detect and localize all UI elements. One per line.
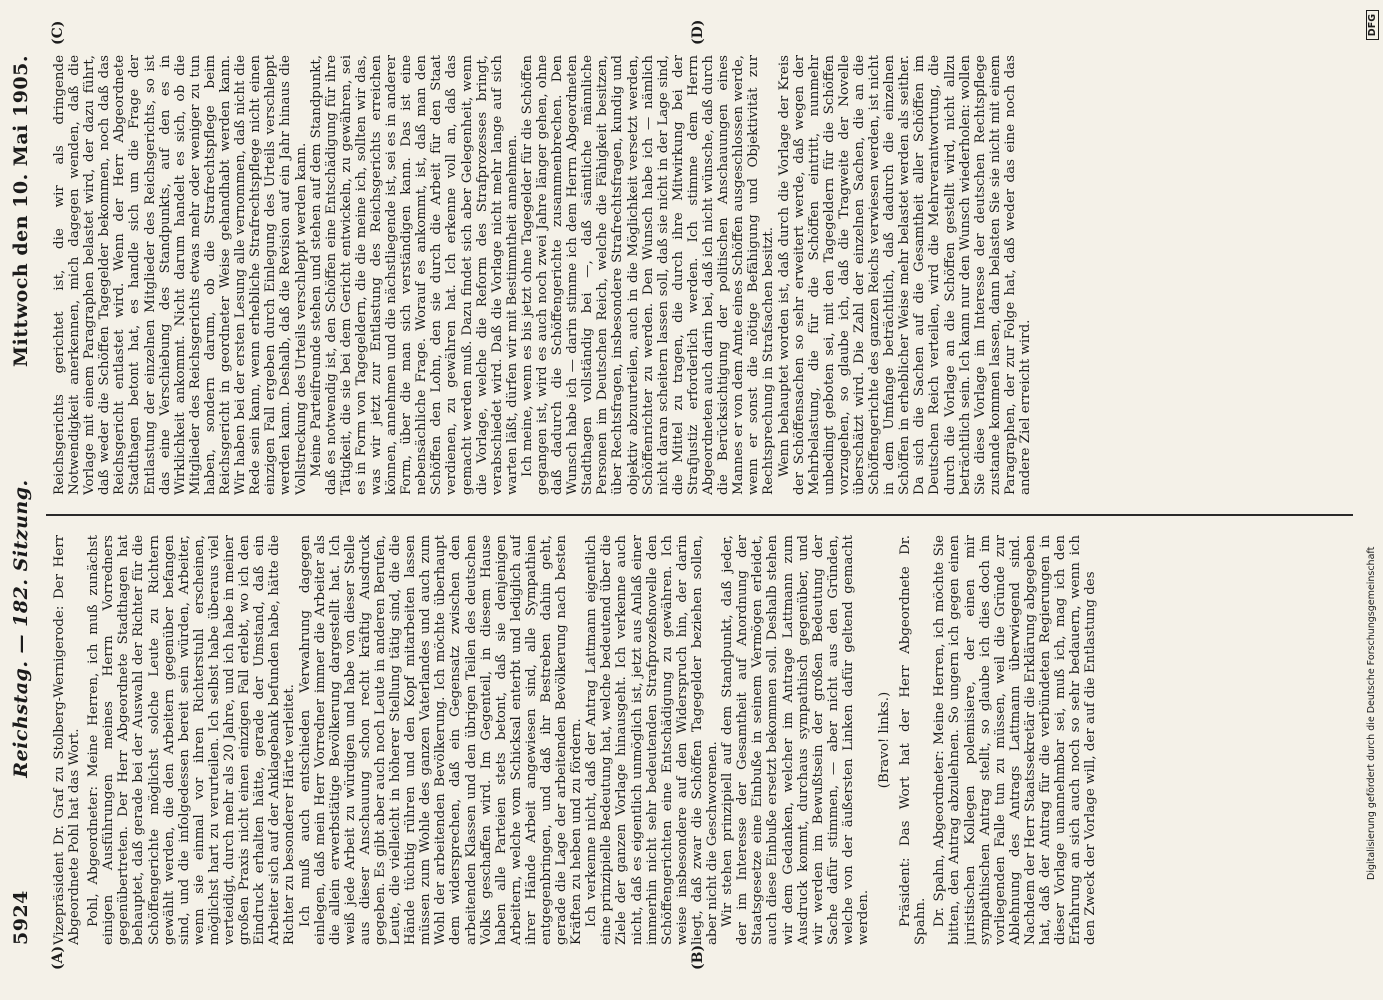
paragraph: Ich verkenne nicht, daß der Antrag Lattmann eigentlich eine prinzipielle Bedeutung hat, welche bedeutend über die Ziele der ganzen Vorlage hinausgeht. Ich verkenne auch nicht, daß es eigentlich unmöglich ist, jetzt aus Anlaß einer immerhin nicht sehr bedeutenden Strafprozeßnovelle den Schöffengerichten eine Entschädigung zu gewähren. Ich weise insbesondere auf den Widerspruch hin, der darin liegt, daß zwar die Schöffen Tagegelder beziehen sollen, aber nicht die Geschworenen. <box>584 535 721 945</box>
paragraph: Dr. Spahn, Abgeordneter: Meine Herren, ich möchte Sie bitten, den Antrag abzulehnen. So ungern ich gegen einen juristischen Kollegen polemisiere, der einen mir sympathischen Antrag stellt, so glaube ich dies doch im vorliegenden Falle tun zu müssen, weil die Gründe zur Ablehnung des Antrags Lattmann überwiegend sind. Nachdem der Herr Staatssekretär die Erklärung abgegeben hat, daß der Antrag für die verbündeten Regierungen in dieser Vorlage unannehmbar sei, muß ich, mag ich den Erfahrung an sich auch noch so sehr bedauern, wenn ich den Zweck der Vorlage will, der auf die Entlastung des <box>932 535 1099 945</box>
session-date: Mittwoch den 10. Mai 1905. <box>10 55 32 367</box>
paragraph: Ich muß auch entschieden Verwahrung dagegen einlegen, daß mein Herr Vorredner immer die Arbeiter als die allein erwerbstätige Bevölkerung dargestellt hat. Ich weiß jede Arbeit zu würdigen und habe von dieser Stelle aus dieser Anschauung schon recht kräftig Ausdruck gegeben. Es gibt aber auch noch Leute in anderen Berufen, Leute, die vielleicht in höherer Stellung tätig sind, die die Hände tüchtig rühren und den Kopf mitarbeiten lassen müssen zum Wohle des ganzen Vaterlandes und auch zum Wohl der arbeitenden Bevölkerung. Ich möchte überhaupt dem widersprechen, daß ein Gegensatz zwischen den arbeitenden Klassen und den übrigen Teilen des deutschen Volks geschaffen wird. Im Gegenteil, in diesem Hause haben alle Parteien stets betont, daß sie denjenigen Arbeitern, welche vom Schicksal enterbt und lediglich auf ihrer Hände Arbeit angewiesen sind, alle Sympathien entgegenbringen, und daß ihr Bestreben dahin geht, gerade die Lage der arbeitenden Bevölkerung nach besten Kräften zu heben und zu fördern. <box>297 535 585 945</box>
page-header <box>6 55 36 945</box>
paragraph: Ich meine, wenn es bis jetzt ohne Tagegelder für die Schöffen gegangen ist, wird es auch noch zwei Jahre länger gehen, ohne daß dadurch die Schöffengerichte zusammenbrechen. Den Wunsch habe ich — darin stimme ich dem Herrn Abgeordneten Stadthagen vollständig bei —, daß sämtliche männliche Personen im Deutschen Reich, welche die Fähigkeit besitzen, über Rechtsfragen, insbesondere Strafrechtsfragen, kundig und objektiv abzuurteilen, auch in die Möglichkeit versetzt werden, Schöffenrichter zu werden. Den Wunsch habe ich — nämlich nicht daran scheitern lassen soll, daß sie nicht in der Lage sind, die Mittel zu tragen, die durch ihre Mitwirkung bei der Strafjustiz erforderlich werden. Ich stimme dem Herrn Abgeordneten auch darin bei, daß ich nicht wünsche, daß durch die Berücksichtigung der politischen Anschauungen eines Mannes er von dem Amte eines Schöffen ausgeschlossen werde, wenn er sonst die nötige Befähigung und Objektivität zur Rechtsprechung in Strafsachen besitzt. <box>519 55 777 495</box>
marker-a: (A) <box>50 945 66 970</box>
marker-d: (D) <box>690 19 706 45</box>
applause-note: (Bravo! links.) <box>877 691 893 789</box>
paragraph: Wir stehen prinzipiell auf dem Standpunkt, daß jeder, der im Interesse der Gesamtheit auf Anordnung der Staatsgesetze eine Einbuße in seinem Vermögen erleidet, auch diese Einbuße ersetzt bekommen soll. Deshalb stehen wir dem Gedanken, welcher im Antrage Lattmann zum Ausdruck kommt, durchaus sympathisch gegenüber, und wir werden im Bewußtsein der großen Bedeutung der Sache dafür stimmen, — aber nicht aus den Gründen, welche von der äußersten Linken dafür geltend gemacht werden. <box>720 535 871 945</box>
paragraph: Vizepräsident Dr. Graf zu Stolberg-Wernigerode: Der Herr Abgeordnete Pohl hat das Wort. <box>52 535 83 945</box>
paragraph: Wenn behauptet worden ist, daß durch die Vorlage der Kreis der Schöffensachen so sehr erweitert werde, daß wegen der Mehrbelastung, die für die Schöffen eintritt, nunmehr unbedingt geboten sei, mit den Tagegeldern für die Schöffen vorzugehen, so glaube ich, daß die Tragweite der Novelle überschätzt wird. Die Zahl der einzelnen Sachen, die an die Schöffengerichte des ganzen Reichs verwiesen werden, ist nicht in dem Umfange beträchtlich, daß dadurch die einzelnen Schöffen in erheblicher Weise mehr belastet werden als seither. Da sich die Sachen auf die Gesamtheit aller Schöffen im Deutschen Reich verteilen, wird die Mehrverantwortung, die durch die Vorlage an die Schöffen gestellt wird, nicht allzu beträchtlich sein. Ich kann nur den Wunsch wiederholen: wollen Sie diese Vorlage im Interesse der deutschen Rechtspflege zustande kommen lassen, dann belasten Sie sie nicht mit einem Paragraphen, der zur Folge hat, daß weder das eine noch das andere Ziel erreicht wird. <box>776 55 1033 495</box>
right-column <box>52 55 1343 495</box>
paragraph: Reichsgerichts gerichtet ist, die wir als dringende Notwendigkeit anerkennen, mich dagegen wenden, daß die Vorlage mit einem Paragraphen belastet wird, der dazu führt, daß weder die Schöffen Tagegelder bekommen, noch daß das Reichsgericht entlastet wird. Wenn der Herr Abgeordnete Stadthagen betont hat, es handle sich um die Frage der Entlastung der einzelnen Mitglieder des Reichsgerichts, so ist das eine Verschiebung des Standpunkts, auf den es in Wirklichkeit ankommt. Nicht darum handelt es sich, ob die Mitglieder des Reichsgerichts etwas mehr oder weniger zu tun haben, sondern darum, ob die Strafrechtspflege beim Reichsgericht in geordneter Weise gehandhabt werden kann. Wir haben bei der ersten Lesung alle vernommen, daß nicht die Rede sein kann, wenn erhebliche Strafrechtspflege nicht einen einzigen Fall ergeben durch Einlegung des Urteils verschleppt werden kann. Deshalb, daß die Revision auf ein Jahr hinaus die Vollstreckung des Urteils verschleppt werden kann. <box>52 55 309 495</box>
marker-b: (B) <box>690 944 706 970</box>
paragraph: Meine Parteifreunde stehen und stehen auf dem Standpunkt, daß es notwendig ist, den Schöffen eine Entschädigung für ihre Tätigkeit, die sie bei dem Gericht entwickeln, zu gewähren, sei es in Form von Tagegeldern, die die meine ich, sollten wir das, was wir jetzt zur Entlastung des Reichsgerichts erreichen können, annehmen und die nächstliegende ist, sei es in anderer Form, über die man sich verständigen kann. Das ist eine nebensächliche Frage. Worauf es ankommt, ist, daß man den Schöffen den Lohn, den sie durch die Arbeit für den Staat verdienen, zu gewähren hat. Ich erkenne voll an, daß das gemacht werden muß. Dazu findet sich aber Gelegenheit, wenn die Vorlage, welche die Reform des Strafprozesses bringt, verabschiedet wird. Daß die Vorlage nicht mehr lange auf sich warten läßt, dürfen wir mit Bestimmtheit annehmen. <box>308 55 520 495</box>
dfg-logo: DFG <box>1366 10 1379 40</box>
funding-note: Digitalisierung gefördert durch die Deutsche Forschungsgemeinschaft <box>1366 546 1377 880</box>
session-title: Reichstag. — 182. Sitzung. <box>10 479 32 778</box>
column-divider <box>46 514 1353 516</box>
page-footer <box>1366 0 1379 1000</box>
paragraph: Pohl, Abgeordneter: Meine Herren, ich muß zunächst einigen Ausführungen meines Herrn Vorredners gegenübertreten. Der Herr Abgeordnete Stadthagen hat behauptet, daß gerade bei der Auswahl der Richter für die Schöffengerichte möglichst solche Leute zu Richtern gewählt werden, die den Arbeitern gegenüber befangen sind, und die infolgedessen bereit sein würden, Arbeiter, wenn sie einmal vor ihren Richterstuhl erscheinen, möglichst hart zu verurteilen. Ich selbst habe überaus viel verteidigt, durch mehr als 20 Jahre, und ich habe in meiner großen Praxis nicht einen einzigen Fall erlebt, wo ich den Eindruck erhalten hätte, gerade der Umstand, daß ein Arbeiter sich auf der Anklagebank befunden habe, hätte die Richter zu besonderer Härte verleitet. <box>86 535 298 945</box>
left-column <box>52 535 1343 945</box>
page-number: 5924 <box>10 890 32 945</box>
paragraph: Präsident: Das Wort hat der Herr Abgeordnete Dr. Spahn. <box>898 535 929 945</box>
marker-c: (C) <box>50 20 66 45</box>
